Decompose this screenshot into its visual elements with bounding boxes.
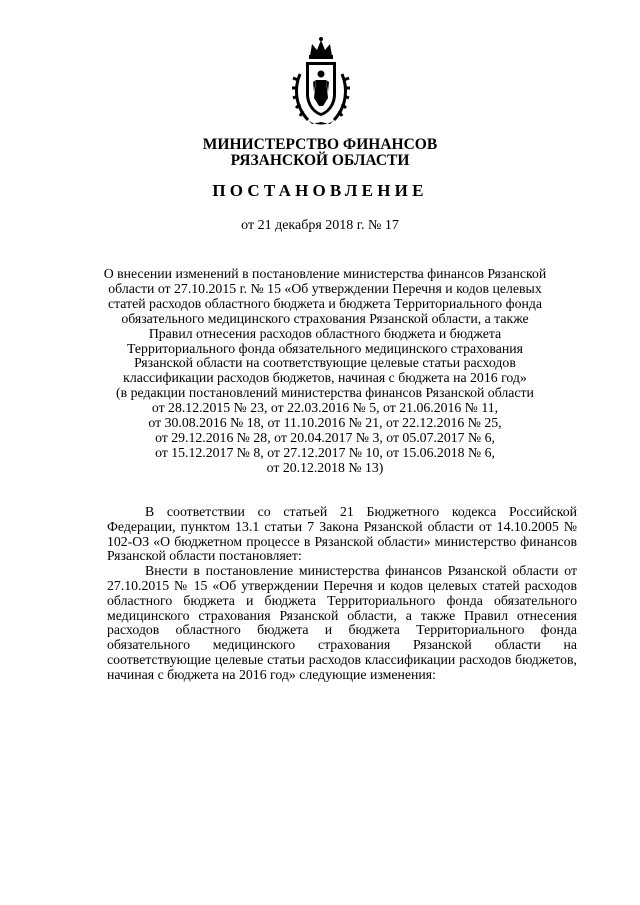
ministry-name-line2: РЯЗАНСКОЙ ОБЛАСТИ — [230, 152, 410, 169]
subject-line: обязательного медицинского страхования Рязанской области, а также — [121, 310, 529, 326]
body-paragraph-resolution: Внести в постановление министерства финансов Рязанской области от 27.10.2015 № 15 «Об утверждении Перечня и кодов целевых статей расходов областного бюджета и бюджета Территориального фонда обязательного медицинского страхования Рязанской области, а также Правил отнесения расходов областного бюджета и бюджета Территориального фонда обязательного медицинского страхования Рязанской области на соответствующие целевые статьи расходов классификации расходов бюджетов, начиная с бюджета на 2016 год» следующие изменения: — [107, 563, 577, 682]
subject-line: от 29.12.2016 № 28, от 20.04.2017 № 3, от 05.07.2017 № 6, — [155, 429, 495, 445]
subject-line: Территориального фонда обязательного медицинского страхования — [127, 340, 523, 356]
document-date-number: от 21 декабря 2018 г. № 17 — [241, 218, 399, 233]
subject-line: Рязанской области на соответствующие целевые статьи расходов — [134, 355, 516, 371]
subject-line: О внесении изменений в постановление министерства финансов Рязанской — [103, 266, 547, 281]
subject-line: области от 27.10.2015 г. № 15 «Об утверждении Перечня и кодов целевых — [108, 280, 542, 296]
subject-line: (в редакции постановлений министерства финансов Рязанской области — [116, 385, 534, 401]
subject-line: от 30.08.2016 № 18, от 11.10.2016 № 21, от 22.12.2016 № 25, — [148, 415, 502, 431]
document-type-title: ПОСТАНОВЛЕНИЕ — [212, 181, 428, 200]
subject-line: от 28.12.2015 № 23, от 22.03.2016 № 5, от 21.06.2016 № 11, — [151, 400, 499, 416]
ministry-name — [0, 137, 640, 169]
document-body — [107, 505, 577, 683]
subject-line: от 20.12.2018 № 13) — [266, 459, 384, 475]
subject-line: статей расходов областного бюджета и бюджета Территориального фонда — [107, 295, 543, 311]
subject-line: от 15.12.2017 № 8, от 27.12.2017 № 10, от 15.06.2018 № 6, — [155, 444, 495, 460]
coat-of-arms-icon — [290, 36, 352, 128]
ministry-name-line1: МИНИСТЕРСТВО ФИНАНСОВ — [202, 136, 438, 153]
document-subject — [100, 267, 550, 476]
subject-line: Правил отнесения расходов областного бюджета и бюджета — [148, 325, 502, 341]
subject-line: классификации расходов бюджетов, начиная с бюджета на 2016 год» — [123, 370, 527, 386]
body-paragraph-preamble: В соответствии со статьей 21 Бюджетного кодекса Российской Федерации, пунктом 13.1 статьи 7 Закона Рязанской области от 14.10.2005 № 102-ОЗ «О бюджетном процессе в Рязанской области» министерство финансов Рязанской области постановляет: — [107, 504, 577, 564]
